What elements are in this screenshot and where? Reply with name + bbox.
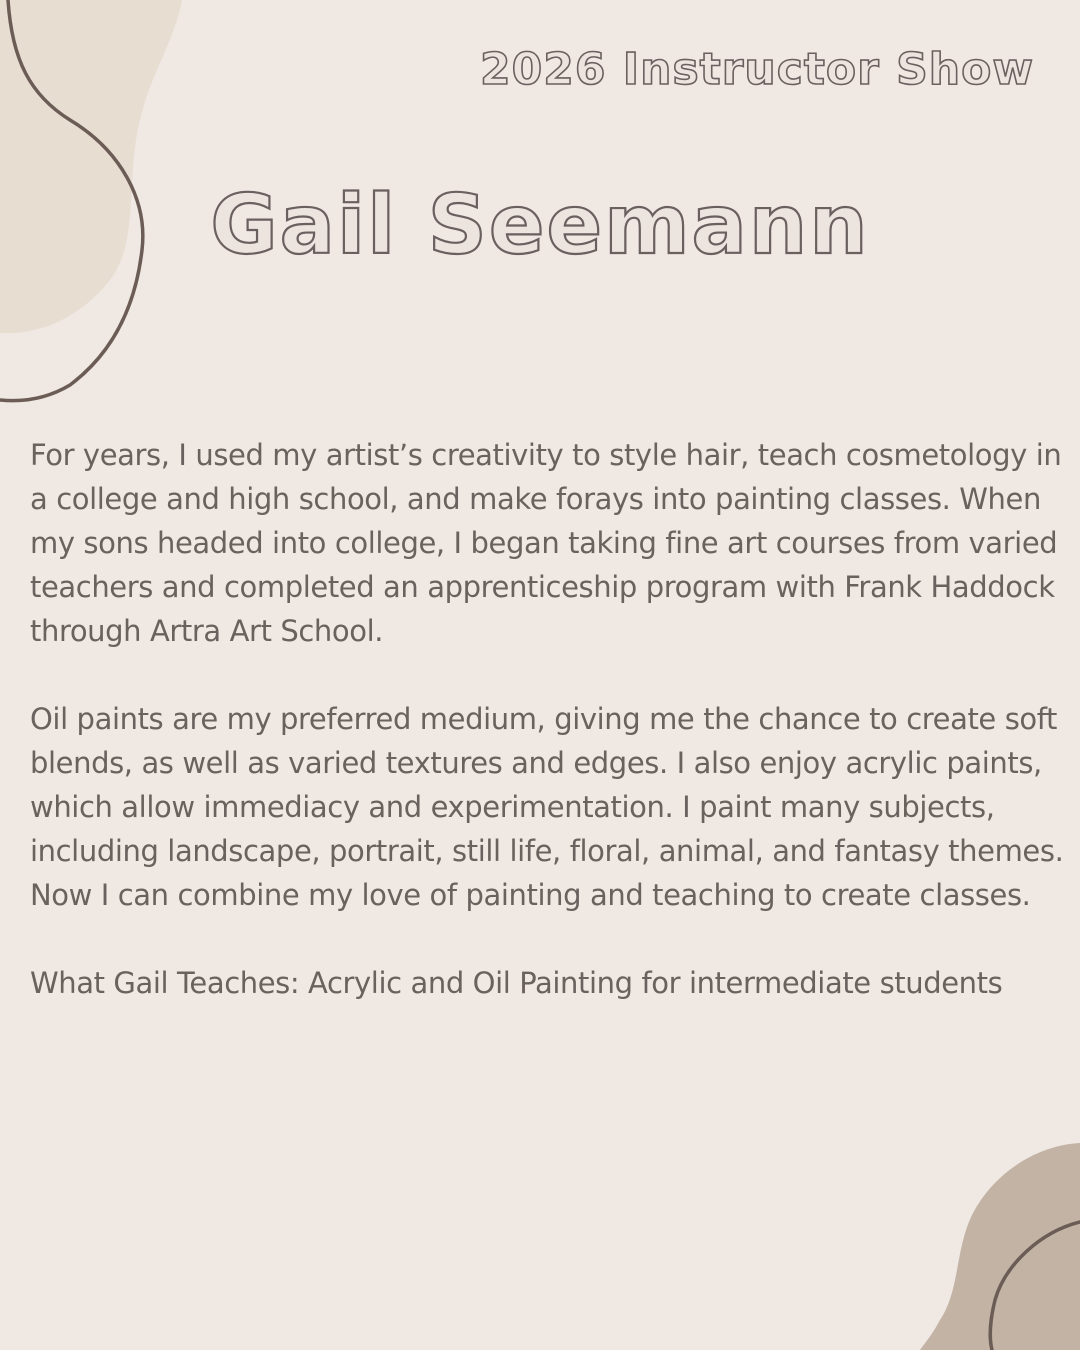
show-title: 2026 Instructor Show	[480, 44, 1034, 95]
bio-paragraph-background: For years, I used my artist’s creativity to style hair, teach cosmetology in a college and high school, and make forays into painting classes. When my sons headed into college, I began taking fine art courses from varied teachers and completed an apprenticeship program with Frank Haddock through Artra Art School.	[30, 438, 1062, 648]
teaches-line: What Gail Teaches: Acrylic and Oil Painting for intermediate students	[30, 966, 1003, 1000]
bottom-right-blob-shape	[920, 1143, 1080, 1350]
bio-section	[30, 433, 1070, 1005]
top-left-blob-shape	[0, 0, 182, 333]
bio-paragraph-mediums: Oil paints are my preferred medium, giving me the chance to create soft blends, as well as varied textures and edges. I also enjoy acrylic paints, which allow immediacy and experimentation. I paint many subjects, including landscape, portrait, still life, floral, animal, and fantasy themes. Now I can combine my love of painting and teaching to create classes.	[30, 702, 1064, 912]
bottom-right-curve-line	[990, 1222, 1080, 1350]
instructor-name: Gail Seemann	[210, 178, 870, 273]
